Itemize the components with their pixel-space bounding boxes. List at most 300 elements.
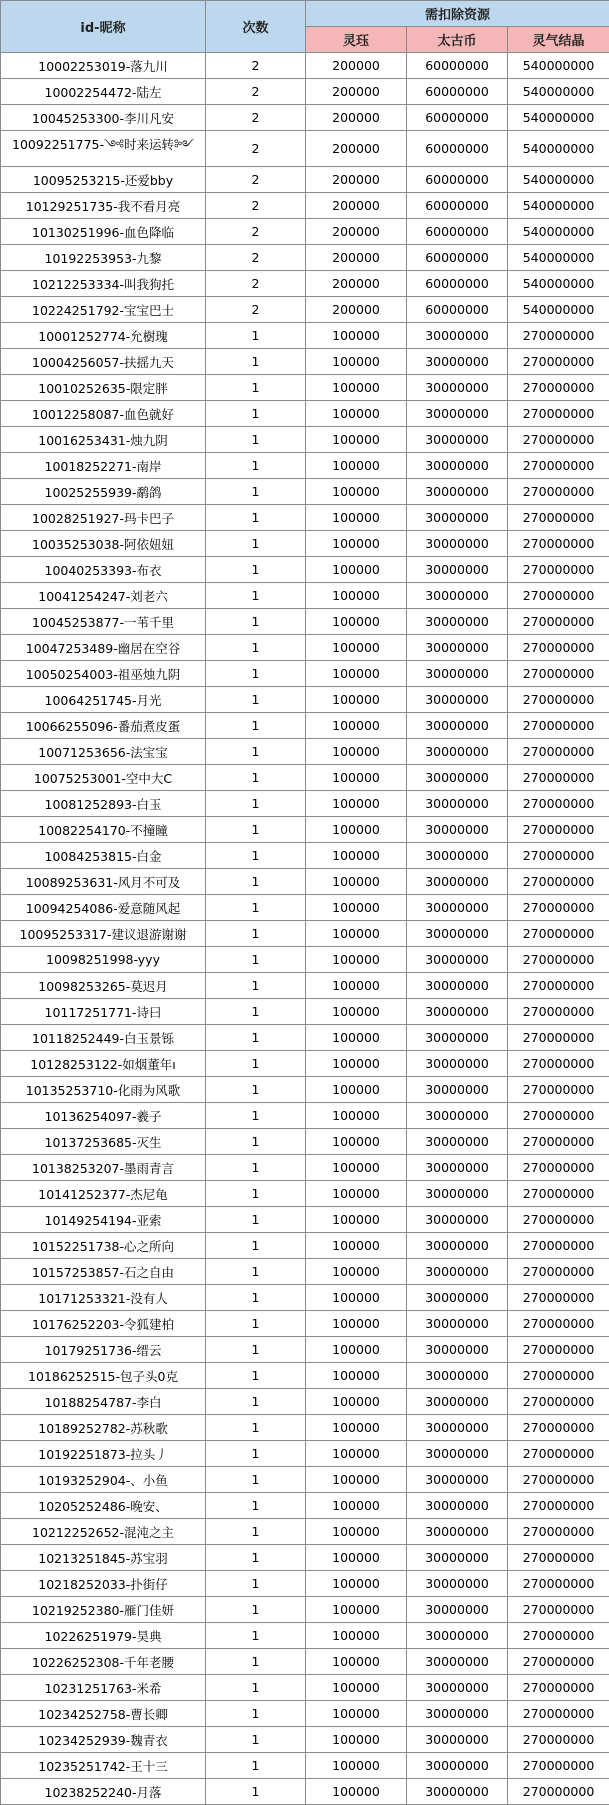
lingjue-cell: 200000 [306, 53, 407, 79]
taigubi-cell: 30000000 [407, 583, 508, 609]
lingqi-jiejing-cell: 270000000 [508, 1519, 609, 1545]
lingqi-jiejing-cell: 270000000 [508, 739, 609, 765]
lingjue-cell: 100000 [306, 609, 407, 635]
id-nickname-cell: 10098251998-yyy [1, 947, 206, 973]
table-row [1, 1103, 609, 1129]
table-row [1, 1363, 609, 1389]
lingqi-jiejing-cell: 270000000 [508, 1597, 609, 1623]
taigubi-cell: 30000000 [407, 1571, 508, 1597]
lingjue-cell: 100000 [306, 999, 407, 1025]
table-row [1, 1753, 609, 1779]
count-cell: 1 [206, 1233, 306, 1259]
table-row [1, 1025, 609, 1051]
table-row [1, 349, 609, 375]
count-cell: 1 [206, 1389, 306, 1415]
table-row [1, 1675, 609, 1701]
count-cell: 1 [206, 453, 306, 479]
taigubi-cell: 30000000 [407, 1285, 508, 1311]
lingqi-jiejing-cell: 270000000 [508, 661, 609, 687]
lingqi-jiejing-cell: 270000000 [508, 1337, 609, 1363]
lingjue-cell: 200000 [306, 219, 407, 245]
lingjue-cell: 100000 [306, 1129, 407, 1155]
id-nickname-cell: 10028251927-玛卡巴子 [1, 505, 206, 531]
id-nickname-cell: 10238252240-月落 [1, 1779, 206, 1805]
lingjue-cell: 200000 [306, 193, 407, 219]
lingqi-jiejing-cell: 270000000 [508, 1701, 609, 1727]
count-cell: 1 [206, 687, 306, 713]
lingjue-cell: 100000 [306, 791, 407, 817]
table-row [1, 1467, 609, 1493]
taigubi-cell: 30000000 [407, 1675, 508, 1701]
taigubi-cell: 30000000 [407, 1519, 508, 1545]
lingjue-cell: 100000 [306, 1519, 407, 1545]
id-nickname-cell: 10205252486-晚安、 [1, 1493, 206, 1519]
table-row [1, 1441, 609, 1467]
table-row [1, 1597, 609, 1623]
table-row [1, 635, 609, 661]
count-cell: 1 [206, 973, 306, 999]
lingjue-cell: 100000 [306, 1233, 407, 1259]
lingqi-jiejing-cell: 270000000 [508, 1207, 609, 1233]
resource-group-header: 需扣除资源 [306, 1, 609, 27]
table-row [1, 375, 609, 401]
taigubi-cell: 30000000 [407, 609, 508, 635]
table-row [1, 661, 609, 687]
count-cell: 1 [206, 427, 306, 453]
lingjue-cell: 100000 [306, 921, 407, 947]
id-nickname-cell: 10226251979-昊典 [1, 1623, 206, 1649]
taigubi-cell: 60000000 [407, 131, 508, 167]
id-nickname-cell: 10066255096-番茄煮皮蛋 [1, 713, 206, 739]
id-nickname-cell: 10064251745-月光 [1, 687, 206, 713]
table-row [1, 1259, 609, 1285]
lingjue-cell: 100000 [306, 1077, 407, 1103]
lingqi-jiejing-cell: 270000000 [508, 1779, 609, 1805]
lingqi-jiejing-cell: 270000000 [508, 895, 609, 921]
count-cell: 1 [206, 921, 306, 947]
lingjue-cell: 100000 [306, 1259, 407, 1285]
lingjue-cell: 200000 [306, 271, 407, 297]
taigubi-cell: 30000000 [407, 1077, 508, 1103]
lingqi-jiejing-cell: 270000000 [508, 869, 609, 895]
table-row [1, 765, 609, 791]
taigubi-cell: 30000000 [407, 765, 508, 791]
id-nickname-cell: 10192251873-拉头丿 [1, 1441, 206, 1467]
lingjue-cell: 100000 [306, 1103, 407, 1129]
lingjue-cell: 100000 [306, 869, 407, 895]
id-nickname-cell: 10234252758-曹长卿 [1, 1701, 206, 1727]
id-nickname-cell: 10138253207-墨雨青言 [1, 1155, 206, 1181]
lingjue-cell: 100000 [306, 947, 407, 973]
id-nickname-cell: 10149254194-亚索 [1, 1207, 206, 1233]
id-nickname-cell: 10004256057-扶摇九天 [1, 349, 206, 375]
table-row [1, 427, 609, 453]
id-nickname-cell: 10094254086-爱意随风起 [1, 895, 206, 921]
count-cell: 1 [206, 1025, 306, 1051]
id-nickname-cell: 10218252033-扑街仔 [1, 1571, 206, 1597]
id-nickname-cell: 10189252782-苏秋歌 [1, 1415, 206, 1441]
id-nickname-cell: 10089253631-风月不可及 [1, 869, 206, 895]
id-nickname-cell: 10129251735-我不看月亮 [1, 193, 206, 219]
count-cell: 2 [206, 105, 306, 131]
lingqi-jiejing-cell: 270000000 [508, 1363, 609, 1389]
count-cell: 1 [206, 583, 306, 609]
lingqi-jiejing-cell: 270000000 [508, 1025, 609, 1051]
id-nickname-cell: 10071253656-法宝宝 [1, 739, 206, 765]
count-cell: 1 [206, 791, 306, 817]
table-row [1, 1337, 609, 1363]
taigubi-cell: 30000000 [407, 1389, 508, 1415]
id-nickname-cell: 10118252449-白玉景铄 [1, 1025, 206, 1051]
taigubi-cell: 30000000 [407, 1545, 508, 1571]
lingjue-cell: 100000 [306, 1207, 407, 1233]
lingjue-cell: 100000 [306, 479, 407, 505]
id-nickname-cell: 10095253317-建议退游谢谢 [1, 921, 206, 947]
lingjue-cell: 100000 [306, 427, 407, 453]
lingjue-cell: 100000 [306, 713, 407, 739]
taigubi-cell: 30000000 [407, 1701, 508, 1727]
id-nickname-cell: 10226252308-千年老腰 [1, 1649, 206, 1675]
lingjue-cell: 100000 [306, 583, 407, 609]
lingqi-jiejing-cell: 270000000 [508, 349, 609, 375]
taigubi-header: 太古币 [407, 27, 508, 53]
id-nickname-cell: 10235251742-王十三 [1, 1753, 206, 1779]
id-nickname-cell: 10041254247-刘老六 [1, 583, 206, 609]
count-cell: 1 [206, 817, 306, 843]
id-nickname-cell: 10130251996-血色降临 [1, 219, 206, 245]
count-cell: 1 [206, 1701, 306, 1727]
taigubi-cell: 30000000 [407, 453, 508, 479]
taigubi-cell: 30000000 [407, 401, 508, 427]
taigubi-cell: 30000000 [407, 1233, 508, 1259]
taigubi-cell: 30000000 [407, 895, 508, 921]
table-row [1, 245, 609, 271]
taigubi-cell: 60000000 [407, 297, 508, 323]
taigubi-cell: 30000000 [407, 531, 508, 557]
lingjue-cell: 100000 [306, 1727, 407, 1753]
count-cell: 1 [206, 1077, 306, 1103]
lingjue-cell: 200000 [306, 245, 407, 271]
table-row [1, 271, 609, 297]
taigubi-cell: 30000000 [407, 375, 508, 401]
table-row [1, 531, 609, 557]
count-cell: 1 [206, 739, 306, 765]
count-cell: 1 [206, 713, 306, 739]
count-cell: 2 [206, 297, 306, 323]
count-cell: 1 [206, 635, 306, 661]
lingqi-jiejing-cell: 270000000 [508, 973, 609, 999]
lingjue-cell: 100000 [306, 349, 407, 375]
table-row [1, 1493, 609, 1519]
taigubi-cell: 30000000 [407, 479, 508, 505]
lingjue-cell: 200000 [306, 79, 407, 105]
lingqi-jiejing-cell: 270000000 [508, 323, 609, 349]
lingqi-jiejing-cell: 270000000 [508, 1675, 609, 1701]
count-cell: 1 [206, 1363, 306, 1389]
id-nickname-cell: 10186252515-包子头0克 [1, 1363, 206, 1389]
lingqi-jiejing-header: 灵气结晶 [508, 27, 609, 53]
count-cell: 1 [206, 349, 306, 375]
taigubi-cell: 30000000 [407, 687, 508, 713]
lingqi-jiejing-cell: 270000000 [508, 1753, 609, 1779]
id-nickname-cell: 10137253685-灭生 [1, 1129, 206, 1155]
taigubi-cell: 30000000 [407, 1779, 508, 1805]
table-row [1, 193, 609, 219]
taigubi-cell: 30000000 [407, 557, 508, 583]
taigubi-cell: 30000000 [407, 739, 508, 765]
lingjue-cell: 100000 [306, 1649, 407, 1675]
lingjue-cell: 100000 [306, 453, 407, 479]
taigubi-cell: 30000000 [407, 323, 508, 349]
table-row [1, 921, 609, 947]
count-cell: 1 [206, 999, 306, 1025]
taigubi-cell: 30000000 [407, 817, 508, 843]
taigubi-cell: 30000000 [407, 427, 508, 453]
lingjue-cell: 100000 [306, 1025, 407, 1051]
taigubi-cell: 30000000 [407, 1441, 508, 1467]
id-nickname-cell: 10213251845-苏宝羽 [1, 1545, 206, 1571]
lingqi-jiejing-cell: 270000000 [508, 791, 609, 817]
taigubi-cell: 30000000 [407, 947, 508, 973]
id-nickname-cell: 10040253393-布衣 [1, 557, 206, 583]
lingjue-cell: 100000 [306, 1051, 407, 1077]
lingjue-cell: 100000 [306, 323, 407, 349]
count-cell: 2 [206, 245, 306, 271]
table-row [1, 105, 609, 131]
lingjue-cell: 100000 [306, 765, 407, 791]
taigubi-cell: 30000000 [407, 869, 508, 895]
count-cell: 1 [206, 531, 306, 557]
table-row [1, 1727, 609, 1753]
id-nickname-cell: 10136254097-羲子 [1, 1103, 206, 1129]
count-cell: 2 [206, 53, 306, 79]
lingqi-jiejing-cell: 270000000 [508, 999, 609, 1025]
lingqi-jiejing-cell: 270000000 [508, 1467, 609, 1493]
id-nickname-cell: 10092251775-༺时来运转༻ [1, 131, 206, 167]
count-cell: 1 [206, 505, 306, 531]
taigubi-cell: 30000000 [407, 1363, 508, 1389]
lingjue-cell: 100000 [306, 1181, 407, 1207]
taigubi-cell: 60000000 [407, 53, 508, 79]
lingjue-cell: 100000 [306, 843, 407, 869]
lingqi-jiejing-cell: 540000000 [508, 131, 609, 167]
table-row [1, 1649, 609, 1675]
count-cell: 2 [206, 271, 306, 297]
count-cell: 1 [206, 1597, 306, 1623]
count-cell: 1 [206, 1129, 306, 1155]
taigubi-cell: 60000000 [407, 105, 508, 131]
lingjue-cell: 100000 [306, 557, 407, 583]
lingqi-jiejing-cell: 270000000 [508, 1727, 609, 1753]
lingqi-jiejing-cell: 540000000 [508, 193, 609, 219]
table-row [1, 1701, 609, 1727]
lingqi-jiejing-cell: 270000000 [508, 531, 609, 557]
id-nickname-cell: 10192253953-九黎 [1, 245, 206, 271]
table-row [1, 999, 609, 1025]
lingqi-jiejing-cell: 270000000 [508, 1571, 609, 1597]
lingjue-cell: 100000 [306, 531, 407, 557]
count-cell: 1 [206, 1103, 306, 1129]
table-body [1, 53, 609, 1805]
lingjue-cell: 100000 [306, 1363, 407, 1389]
taigubi-cell: 30000000 [407, 1181, 508, 1207]
lingjue-cell: 100000 [306, 505, 407, 531]
id-nickname-cell: 10157253857-石之自由 [1, 1259, 206, 1285]
table-row [1, 791, 609, 817]
lingqi-jiejing-cell: 270000000 [508, 453, 609, 479]
lingqi-jiejing-cell: 270000000 [508, 1259, 609, 1285]
taigubi-cell: 30000000 [407, 1623, 508, 1649]
lingjue-cell: 100000 [306, 1337, 407, 1363]
lingqi-jiejing-cell: 270000000 [508, 1649, 609, 1675]
table-row [1, 1623, 609, 1649]
lingqi-jiejing-cell: 540000000 [508, 79, 609, 105]
table-row [1, 1545, 609, 1571]
lingjue-cell: 200000 [306, 105, 407, 131]
table-row [1, 583, 609, 609]
taigubi-cell: 30000000 [407, 349, 508, 375]
count-cell: 2 [206, 167, 306, 193]
taigubi-cell: 30000000 [407, 999, 508, 1025]
id-nickname-cell: 10117251771-诗曰 [1, 999, 206, 1025]
id-nickname-cell: 10231251763-米希 [1, 1675, 206, 1701]
table-row [1, 1779, 609, 1805]
lingjue-cell: 100000 [306, 375, 407, 401]
table-row [1, 297, 609, 323]
lingqi-jiejing-cell: 270000000 [508, 947, 609, 973]
table-row [1, 687, 609, 713]
taigubi-cell: 30000000 [407, 1155, 508, 1181]
id-nickname-cell: 10016253431-烛九阴 [1, 427, 206, 453]
lingjue-cell: 100000 [306, 1701, 407, 1727]
lingjue-cell: 200000 [306, 131, 407, 167]
lingjue-cell: 100000 [306, 1155, 407, 1181]
lingqi-jiejing-cell: 270000000 [508, 687, 609, 713]
taigubi-cell: 30000000 [407, 635, 508, 661]
id-nickname-cell: 10047253489-幽居在空谷 [1, 635, 206, 661]
lingqi-jiejing-cell: 270000000 [508, 1077, 609, 1103]
taigubi-cell: 30000000 [407, 713, 508, 739]
lingqi-jiejing-cell: 270000000 [508, 427, 609, 453]
count-cell: 1 [206, 947, 306, 973]
count-cell: 1 [206, 661, 306, 687]
id-nickname-cell: 10081252893-白玉 [1, 791, 206, 817]
table-row [1, 843, 609, 869]
table-row [1, 401, 609, 427]
lingjue-cell: 100000 [306, 1467, 407, 1493]
lingjue-cell: 100000 [306, 1675, 407, 1701]
id-nickname-cell: 10082254170-不撞瞳 [1, 817, 206, 843]
count-cell: 1 [206, 1467, 306, 1493]
lingqi-jiejing-cell: 270000000 [508, 1155, 609, 1181]
lingjue-cell: 100000 [306, 1441, 407, 1467]
lingqi-jiejing-cell: 270000000 [508, 1103, 609, 1129]
count-cell: 2 [206, 193, 306, 219]
table-row [1, 609, 609, 635]
taigubi-cell: 30000000 [407, 1727, 508, 1753]
count-cell: 1 [206, 1571, 306, 1597]
lingjue-cell: 200000 [306, 167, 407, 193]
taigubi-cell: 60000000 [407, 193, 508, 219]
id-nickname-cell: 10012258087-血色就好 [1, 401, 206, 427]
lingqi-jiejing-cell: 270000000 [508, 1441, 609, 1467]
table-row [1, 167, 609, 193]
count-cell: 1 [206, 557, 306, 583]
taigubi-cell: 30000000 [407, 661, 508, 687]
taigubi-cell: 30000000 [407, 921, 508, 947]
lingjue-cell: 100000 [306, 895, 407, 921]
lingqi-jiejing-cell: 270000000 [508, 1285, 609, 1311]
id-nickname-cell: 10010252635-限定胖 [1, 375, 206, 401]
count-cell: 1 [206, 1727, 306, 1753]
lingqi-jiejing-cell: 270000000 [508, 1493, 609, 1519]
count-cell: 1 [206, 1415, 306, 1441]
table-row [1, 1051, 609, 1077]
table-row [1, 1519, 609, 1545]
id-nickname-cell: 10025255939-鹬鸽 [1, 479, 206, 505]
id-nickname-cell: 10001252774-允樹瑰 [1, 323, 206, 349]
taigubi-cell: 30000000 [407, 1337, 508, 1363]
id-nickname-cell: 10128253122-如烟董年ı [1, 1051, 206, 1077]
id-nickname-cell: 10179251736-缙云 [1, 1337, 206, 1363]
table-row [1, 869, 609, 895]
count-cell: 1 [206, 1779, 306, 1805]
count-cell: 1 [206, 1259, 306, 1285]
table-row [1, 1155, 609, 1181]
taigubi-cell: 30000000 [407, 1493, 508, 1519]
table-row [1, 505, 609, 531]
table-row [1, 557, 609, 583]
count-cell: 1 [206, 1207, 306, 1233]
id-nickname-cell: 10188254787-李白 [1, 1389, 206, 1415]
lingqi-jiejing-cell: 270000000 [508, 505, 609, 531]
lingjue-cell: 100000 [306, 1753, 407, 1779]
id-nickname-cell: 10176252203-令狐建柏 [1, 1311, 206, 1337]
lingqi-jiejing-cell: 270000000 [508, 583, 609, 609]
id-nickname-cell: 10050254003-祖巫烛九阴 [1, 661, 206, 687]
id-nickname-cell: 10095253215-还爱bby [1, 167, 206, 193]
lingjue-cell: 200000 [306, 297, 407, 323]
table-row [1, 973, 609, 999]
count-cell: 2 [206, 131, 306, 167]
id-nickname-cell: 10141252377-杰尼龟 [1, 1181, 206, 1207]
lingqi-jiejing-cell: 270000000 [508, 1311, 609, 1337]
lingqi-jiejing-cell: 270000000 [508, 765, 609, 791]
id-nickname-cell: 10212252652-混沌之主 [1, 1519, 206, 1545]
count-cell: 1 [206, 869, 306, 895]
header-row-1 [1, 1, 609, 27]
count-cell: 1 [206, 1623, 306, 1649]
lingqi-jiejing-cell: 270000000 [508, 401, 609, 427]
taigubi-cell: 30000000 [407, 505, 508, 531]
taigubi-cell: 30000000 [407, 791, 508, 817]
lingqi-jiejing-cell: 540000000 [508, 219, 609, 245]
count-cell: 1 [206, 1519, 306, 1545]
count-cell: 1 [206, 375, 306, 401]
table-row [1, 1077, 609, 1103]
taigubi-cell: 30000000 [407, 1311, 508, 1337]
lingqi-jiejing-cell: 270000000 [508, 1389, 609, 1415]
id-nickname-cell: 10212253334-叫我狗托 [1, 271, 206, 297]
lingqi-jiejing-cell: 270000000 [508, 375, 609, 401]
count-cell: 1 [206, 323, 306, 349]
taigubi-cell: 60000000 [407, 167, 508, 193]
lingqi-jiejing-cell: 270000000 [508, 1623, 609, 1649]
count-cell: 1 [206, 609, 306, 635]
taigubi-cell: 30000000 [407, 1259, 508, 1285]
count-cell: 2 [206, 219, 306, 245]
table-row [1, 817, 609, 843]
